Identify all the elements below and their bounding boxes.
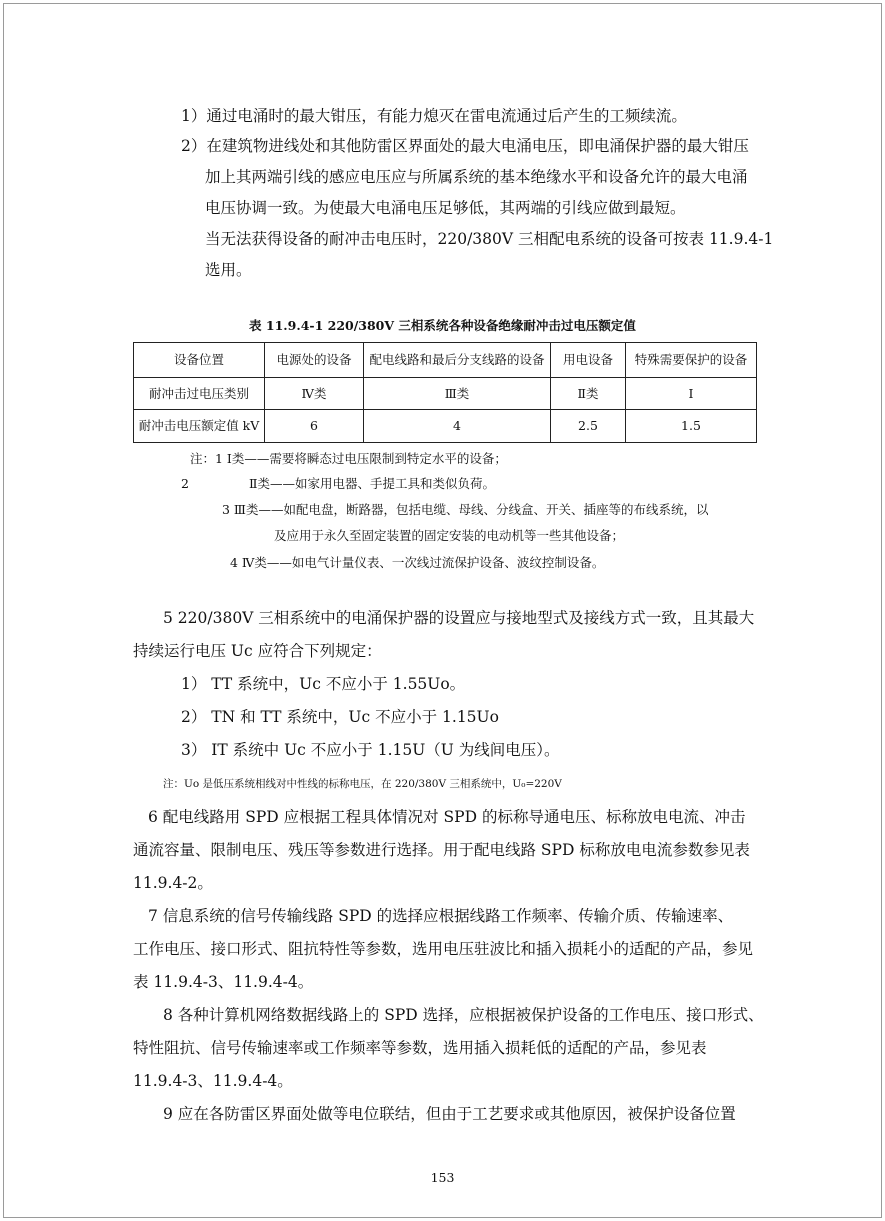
table-header: 设备位置 [134, 343, 265, 378]
table-note-2-number: 2 [181, 476, 189, 491]
intro-item-2: 2）在建筑物进线处和其他防雷区界面处的最大电涌电压，即电涌保护器的最大钳压 [181, 137, 749, 155]
table-note-2: Ⅱ类——如家用电器、手提工具和类似负荷。 [249, 476, 495, 491]
intro-item-1: 1）通过电涌时的最大钳压，有能力熄灭在雷电流通过后产生的工频续流。 [181, 107, 687, 125]
section-8-line-2: 特性阻抗、信号传输速率或工作频率等参数，选用插入损耗低的适配的产品，参见表 [133, 1039, 707, 1057]
table-title: 表 11.9.4-1 220/380V 三相系统各种设备绝缘耐冲击过电压额定值 [249, 318, 636, 333]
table-header: 用电设备 [551, 343, 626, 378]
table-header: 特殊需要保护的设备 [626, 343, 757, 378]
section-8-line-1: 8 各种计算机网络数据线路上的 SPD 选择，应根据被保护设备的工作电压、接口形式、 [163, 1006, 764, 1024]
section-5-line-2: 持续运行电压 Uc 应符合下列规定： [133, 642, 382, 660]
section-5-note: 注：Uo 是低压系统相线对中性线的标称电压，在 220/380V 三相系统中，U₀=220V [163, 778, 562, 790]
table-cell: 4 [364, 410, 551, 443]
section-5-item-2: 2） TN 和 TT 系统中，Uc 不应小于 1.15Uo [181, 708, 499, 726]
impulse-voltage-table [133, 342, 757, 443]
section-7-line-1: 7 信息系统的信号传输线路 SPD 的选择应根据线路工作频率、传输介质、传输速率、 [148, 907, 734, 925]
section-5-line-1: 5 220/380V 三相系统中的电涌保护器的设置应与接地型式及接线方式一致，且其最大 [163, 609, 755, 627]
table-header: 配电线路和最后分支线路的设备 [364, 343, 551, 378]
section-9-line-1: 9 应在各防雷区界面处做等电位联结，但由于工艺要求或其他原因，被保护设备位置 [163, 1105, 736, 1123]
intro-item-2-cont-2: 电压协调一致。为使最大电涌电压足够低，其两端的引线应做到最短。 [205, 199, 686, 217]
table-cell: Ⅳ类 [265, 378, 364, 410]
intro-item-2-cont-4: 选用。 [205, 261, 252, 279]
table-cell: Ⅰ [626, 378, 757, 410]
table-cell: 2.5 [551, 410, 626, 443]
section-5-item-1: 1） TT 系统中，Uc 不应小于 1.55Uo。 [181, 675, 466, 693]
section-6-line-1: 6 配电线路用 SPD 应根据工程具体情况对 SPD 的标称导通电压、标称放电电流、冲击 [148, 808, 746, 826]
table-cell: 6 [265, 410, 364, 443]
table-note-3: 3 Ⅲ类——如配电盘，断路器，包括电缆、母线、分线盒、开关、插座等的布线系统，以 [222, 502, 709, 517]
table-row [134, 410, 757, 443]
table-header-row [134, 343, 757, 378]
intro-item-2-cont-3: 当无法获得设备的耐冲击电压时，220/380V 三相配电系统的设备可按表 11.9.4-1 [205, 230, 774, 248]
section-6-line-3: 11.9.4-2。 [133, 874, 213, 892]
table-cell: Ⅲ类 [364, 378, 551, 410]
table-cell: 耐冲击电压额定值 kV [134, 410, 265, 443]
table-cell: 1.5 [626, 410, 757, 443]
table-cell: 耐冲击过电压类别 [134, 378, 265, 410]
table-note-4: 4 Ⅳ类——如电气计量仪表、一次线过流保护设备、波纹控制设备。 [230, 555, 605, 570]
section-7-line-2: 工作电压、接口形式、阻抗特性等参数，选用电压驻波比和插入损耗小的适配的产品，参见 [133, 940, 754, 958]
table-row [134, 378, 757, 410]
section-6-line-2: 通流容量、限制电压、残压等参数进行选择。用于配电线路 SPD 标称放电电流参数参见表 [133, 841, 750, 859]
section-8-line-3: 11.9.4-3、11.9.4-4。 [133, 1072, 293, 1090]
table-note-1: 注：1 Ⅰ类——需要将瞬态过电压限制到特定水平的设备； [190, 451, 507, 466]
table-note-3-cont: 及应用于永久至固定装置的固定安装的电动机等一些其他设备； [274, 528, 625, 543]
section-7-line-3: 表 11.9.4-3、11.9.4-4。 [133, 973, 314, 991]
table-header: 电源处的设备 [265, 343, 364, 378]
section-5-item-3: 3） IT 系统中 Uc 不应小于 1.15U（U 为线间电压）。 [181, 741, 560, 759]
intro-item-2-cont-1: 加上其两端引线的感应电压应与所属系统的基本绝缘水平和设备允许的最大电涌 [205, 168, 748, 186]
table-cell: Ⅱ类 [551, 378, 626, 410]
page-number: 153 [430, 1170, 455, 1185]
